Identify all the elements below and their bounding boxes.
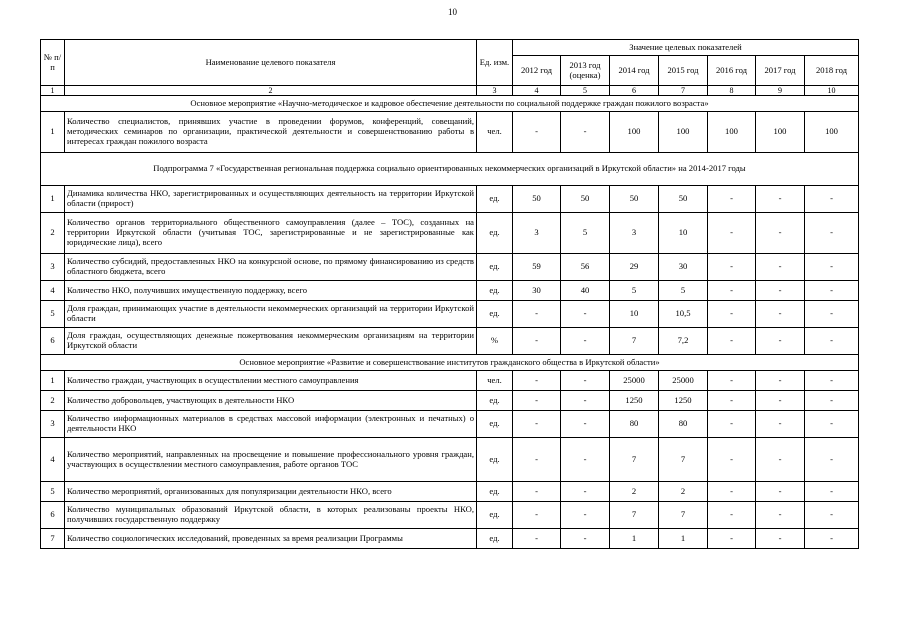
value-cell: - xyxy=(708,482,756,502)
value-cell: 50 xyxy=(513,186,561,213)
row-number: 2 xyxy=(41,391,65,411)
header-unit: Ед. изм. xyxy=(477,40,513,86)
row-number: 1 xyxy=(41,112,65,153)
row-number: 1 xyxy=(41,186,65,213)
table-row xyxy=(41,281,859,301)
value-cell: - xyxy=(513,482,561,502)
value-cell: - xyxy=(756,391,805,411)
column-number: 3 xyxy=(477,86,513,96)
value-cell: - xyxy=(513,502,561,529)
unit-cell: ед. xyxy=(477,438,513,482)
value-cell: - xyxy=(756,281,805,301)
section-title: Основное мероприятие «Научно-методическое и кадровое обеспечение деятельности по социальной поддержке граждан пожилого возраста» xyxy=(41,96,859,112)
unit-cell: % xyxy=(477,328,513,355)
value-cell: 100 xyxy=(659,112,708,153)
value-cell: 1 xyxy=(610,529,659,549)
value-cell: - xyxy=(805,502,859,529)
value-cell: 40 xyxy=(561,281,610,301)
value-cell: 30 xyxy=(513,281,561,301)
unit-cell: ед. xyxy=(477,482,513,502)
header-year: 2013 год (оценка) xyxy=(561,56,610,86)
value-cell: 50 xyxy=(610,186,659,213)
value-cell: 5 xyxy=(561,213,610,254)
indicator-name: Количество информационных материалов в средствах массовой информации (электронных и печатных) о деятельности НКО xyxy=(65,411,477,438)
header-year: 2015 год xyxy=(659,56,708,86)
indicator-name: Динамика количества НКО, зарегистрированных и осуществляющих деятельность на территории Иркутской области (прирост) xyxy=(65,186,477,213)
value-cell: - xyxy=(561,391,610,411)
header-values-group: Значение целевых показателей xyxy=(513,40,859,56)
unit-cell: ед. xyxy=(477,186,513,213)
value-cell: 25000 xyxy=(659,371,708,391)
row-number: 2 xyxy=(41,213,65,254)
value-cell: - xyxy=(513,301,561,328)
unit-cell: ед. xyxy=(477,502,513,529)
unit-cell: ед. xyxy=(477,301,513,328)
value-cell: 2 xyxy=(659,482,708,502)
value-cell: - xyxy=(805,391,859,411)
value-cell: - xyxy=(561,112,610,153)
row-number: 6 xyxy=(41,502,65,529)
value-cell: - xyxy=(756,301,805,328)
value-cell: - xyxy=(805,529,859,549)
value-cell: - xyxy=(561,438,610,482)
indicator-name: Доля граждан, осуществляющих денежные пожертвования некоммерческим организациям на территории Иркутской области xyxy=(65,328,477,355)
value-cell: - xyxy=(561,328,610,355)
value-cell: - xyxy=(513,371,561,391)
value-cell: 29 xyxy=(610,254,659,281)
value-cell: - xyxy=(513,391,561,411)
unit-cell: ед. xyxy=(477,391,513,411)
value-cell: 10 xyxy=(610,301,659,328)
value-cell: - xyxy=(805,482,859,502)
column-number: 2 xyxy=(65,86,477,96)
value-cell: 1 xyxy=(659,529,708,549)
column-number: 9 xyxy=(756,86,805,96)
value-cell: 56 xyxy=(561,254,610,281)
value-cell: - xyxy=(708,371,756,391)
value-cell: 10,5 xyxy=(659,301,708,328)
value-cell: 25000 xyxy=(610,371,659,391)
value-cell: - xyxy=(756,529,805,549)
header-name: Наименование целевого показателя xyxy=(65,40,477,86)
value-cell: 7 xyxy=(659,502,708,529)
value-cell: 30 xyxy=(659,254,708,281)
value-cell: - xyxy=(708,254,756,281)
value-cell: - xyxy=(805,213,859,254)
column-number: 10 xyxy=(805,86,859,96)
table-row xyxy=(41,371,859,391)
value-cell: 5 xyxy=(659,281,708,301)
row-number: 5 xyxy=(41,482,65,502)
value-cell: - xyxy=(805,438,859,482)
value-cell: - xyxy=(561,411,610,438)
page-number: 10 xyxy=(448,7,457,17)
header-year: 2018 год xyxy=(805,56,859,86)
row-number: 4 xyxy=(41,438,65,482)
row-number: 7 xyxy=(41,529,65,549)
unit-cell: ед. xyxy=(477,529,513,549)
indicator-name: Количество НКО, получивших имущественную поддержку, всего xyxy=(65,281,477,301)
unit-cell: ед. xyxy=(477,254,513,281)
column-numbers-row xyxy=(41,86,859,96)
value-cell: - xyxy=(513,411,561,438)
value-cell: - xyxy=(805,301,859,328)
indicator-name: Доля граждан, принимающих участие в деятельности некоммерческих организаций на территории Иркутской области xyxy=(65,301,477,328)
header-year: 2016 год xyxy=(708,56,756,86)
value-cell: - xyxy=(756,328,805,355)
value-cell: - xyxy=(513,328,561,355)
indicator-name: Количество мероприятий, организованных для популяризации деятельности НКО, всего xyxy=(65,482,477,502)
value-cell: 80 xyxy=(659,411,708,438)
value-cell: 100 xyxy=(805,112,859,153)
column-number: 1 xyxy=(41,86,65,96)
value-cell: - xyxy=(805,371,859,391)
header-year: 2017 год xyxy=(756,56,805,86)
header-year: 2014 год xyxy=(610,56,659,86)
table-row xyxy=(41,529,859,549)
section-header-row xyxy=(41,96,859,112)
table-row xyxy=(41,112,859,153)
value-cell: - xyxy=(708,328,756,355)
value-cell: - xyxy=(756,411,805,438)
section-title: Основное мероприятие «Развитие и совершенствование институтов гражданского общества в Иркутской области» xyxy=(41,355,859,371)
unit-cell: ед. xyxy=(477,281,513,301)
column-number: 8 xyxy=(708,86,756,96)
row-number: 6 xyxy=(41,328,65,355)
table-row xyxy=(41,254,859,281)
value-cell: - xyxy=(708,281,756,301)
value-cell: 10 xyxy=(659,213,708,254)
table-row xyxy=(41,186,859,213)
value-cell: 3 xyxy=(610,213,659,254)
value-cell: - xyxy=(513,112,561,153)
section-title: Подпрограмма 7 «Государственная региональная поддержка социально ориентированных некоммерческих организаций в Иркутской области» на 2014-2017 годы xyxy=(41,153,859,186)
header-num: № п/п xyxy=(41,40,65,86)
value-cell: 80 xyxy=(610,411,659,438)
value-cell: - xyxy=(708,411,756,438)
section-header-row xyxy=(41,355,859,371)
row-number: 4 xyxy=(41,281,65,301)
value-cell: 7,2 xyxy=(659,328,708,355)
value-cell: 59 xyxy=(513,254,561,281)
value-cell: 3 xyxy=(513,213,561,254)
value-cell: 1250 xyxy=(659,391,708,411)
unit-cell: чел. xyxy=(477,112,513,153)
row-number: 5 xyxy=(41,301,65,328)
column-number: 4 xyxy=(513,86,561,96)
value-cell: - xyxy=(561,529,610,549)
indicator-name: Количество специалистов, принявших участие в проведении форумов, конференций, совещаний, методических семинаров по организации, практической деятельности и совершенствованию работы в интересах граждан пожилого возраста xyxy=(65,112,477,153)
indicator-name: Количество муниципальных образований Иркутской области, в которых реализованы проекты НКО, получивших государственную поддержку xyxy=(65,502,477,529)
value-cell: - xyxy=(708,502,756,529)
value-cell: - xyxy=(561,502,610,529)
column-number: 5 xyxy=(561,86,610,96)
value-cell: - xyxy=(708,213,756,254)
value-cell: - xyxy=(805,281,859,301)
value-cell: - xyxy=(561,371,610,391)
value-cell: - xyxy=(805,328,859,355)
value-cell: 50 xyxy=(561,186,610,213)
indicator-name: Количество добровольцев, участвующих в деятельности НКО xyxy=(65,391,477,411)
value-cell: - xyxy=(513,529,561,549)
value-cell: 100 xyxy=(708,112,756,153)
value-cell: 7 xyxy=(610,438,659,482)
value-cell: 2 xyxy=(610,482,659,502)
value-cell: - xyxy=(708,301,756,328)
unit-cell: ед. xyxy=(477,411,513,438)
value-cell: - xyxy=(561,482,610,502)
value-cell: - xyxy=(708,391,756,411)
table-row xyxy=(41,502,859,529)
table-row xyxy=(41,301,859,328)
indicator-name: Количество субсидий, предоставленных НКО на конкурсной основе, по прямому финансированию из средств областного бюджета, всего xyxy=(65,254,477,281)
value-cell: 100 xyxy=(756,112,805,153)
value-cell: - xyxy=(756,438,805,482)
section-header-row xyxy=(41,153,859,186)
value-cell: - xyxy=(513,438,561,482)
value-cell: 5 xyxy=(610,281,659,301)
table-row xyxy=(41,213,859,254)
value-cell: - xyxy=(756,254,805,281)
value-cell: - xyxy=(708,529,756,549)
table-row xyxy=(41,391,859,411)
table-row xyxy=(41,482,859,502)
value-cell: 1250 xyxy=(610,391,659,411)
value-cell: - xyxy=(756,502,805,529)
indicator-name: Количество социологических исследований, проведенных за время реализации Программы xyxy=(65,529,477,549)
value-cell: - xyxy=(756,186,805,213)
table-row xyxy=(41,438,859,482)
row-number: 3 xyxy=(41,254,65,281)
unit-cell: чел. xyxy=(477,371,513,391)
value-cell: - xyxy=(805,254,859,281)
column-number: 7 xyxy=(659,86,708,96)
unit-cell: ед. xyxy=(477,213,513,254)
value-cell: - xyxy=(756,371,805,391)
value-cell: - xyxy=(756,213,805,254)
value-cell: - xyxy=(708,186,756,213)
value-cell: 50 xyxy=(659,186,708,213)
value-cell: - xyxy=(561,301,610,328)
value-cell: - xyxy=(708,438,756,482)
value-cell: - xyxy=(805,186,859,213)
indicator-name: Количество органов территориального общественного самоуправления (далее – ТОС), созданных на территории Иркутской области (учитывая ТОС, зарегистрированные и не зарегистрированные как юридические лица), всего xyxy=(65,213,477,254)
indicator-name: Количество мероприятий, направленных на просвещение и повышение профессионального уровня граждан, участвующих в осуществлении местного самоуправления, работе органов ТОС xyxy=(65,438,477,482)
target-indicators-table xyxy=(40,39,859,549)
table-row xyxy=(41,411,859,438)
table-row xyxy=(41,328,859,355)
value-cell: 7 xyxy=(610,502,659,529)
row-number: 1 xyxy=(41,371,65,391)
row-number: 3 xyxy=(41,411,65,438)
value-cell: 7 xyxy=(659,438,708,482)
indicator-name: Количество граждан, участвующих в осуществлении местного самоуправления xyxy=(65,371,477,391)
column-number: 6 xyxy=(610,86,659,96)
value-cell: - xyxy=(805,411,859,438)
value-cell: 100 xyxy=(610,112,659,153)
header-year: 2012 год xyxy=(513,56,561,86)
value-cell: 7 xyxy=(610,328,659,355)
value-cell: - xyxy=(756,482,805,502)
